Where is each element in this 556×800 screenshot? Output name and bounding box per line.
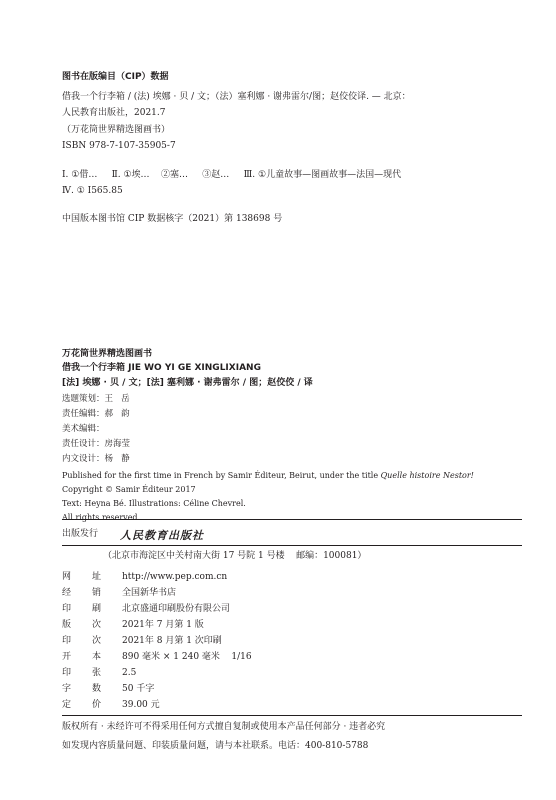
credit-value: 房海莹 [104, 439, 131, 449]
quality-contact: 如发现内容质量问题、印装质量问题，请与本社联系。电话：400-810-5788 [62, 741, 369, 751]
original-title: Quelle histoire Nestor! [380, 471, 474, 480]
footer-divider [62, 715, 522, 716]
cip-heading: 图书在版编目（CIP）数据 [62, 72, 169, 82]
cip-isbn: ISBN 978-7-107-35905-7 [62, 141, 176, 151]
detail-row-edition [62, 620, 204, 631]
detail-value: 2.5 [122, 668, 137, 678]
detail-label: 网 [62, 572, 72, 582]
publisher-divider [62, 545, 522, 546]
copyright-line: Copyright © Samir Éditeur 2017 [62, 485, 196, 494]
detail-label: 次 [92, 636, 102, 646]
series-title: 万花筒世界精选图画书 [62, 349, 153, 359]
detail-label: 开 [62, 652, 72, 662]
detail-value: 39.00 元 [122, 700, 160, 710]
detail-row-word-count [62, 684, 154, 695]
published-note-text: Published for the first time in French by Samir Éditeur, Beirut, under the title [62, 471, 381, 480]
copyright-warning: 版权所有 · 未经许可不得采用任何方式擅自复制或使用本产品任何部分 · 违者必究 [62, 722, 386, 732]
detail-label: 印 [62, 604, 72, 614]
cip-classification-1: Ⅰ. ①借… Ⅱ. ①埃… ②塞… ③赵… Ⅲ. ①儿童故事—图画故事—法国—现代 [62, 170, 402, 180]
credit-label: 选题策划： [62, 394, 105, 404]
detail-label: 次 [92, 620, 102, 630]
cip-record-number: 中国版本图书馆 CIP 数据核字（2021）第 138698 号 [62, 214, 283, 224]
credit-label: 内文设计： [62, 454, 105, 464]
credit-label: 美术编辑： [62, 424, 105, 434]
rights-reserved: All rights reserved. [62, 513, 141, 522]
detail-label: 价 [92, 700, 102, 710]
cip-line-1: 借我一个行李箱 / (法) 埃娜 · 贝 / 文；（法）塞利娜 · 谢弗雷尔/图；赵佼佼译. — 北京： [62, 92, 411, 102]
detail-label: 印 [62, 636, 72, 646]
credit-row [62, 409, 130, 420]
published-note [62, 470, 474, 481]
detail-label: 字 [62, 684, 72, 694]
detail-label: 经 [62, 588, 72, 598]
detail-label: 本 [92, 652, 102, 662]
detail-label: 定 [62, 700, 72, 710]
detail-row-distributor [62, 588, 176, 599]
credit-value: 王 岳 [104, 394, 130, 404]
credit-label: 责任编辑： [62, 409, 105, 419]
detail-label: 张 [92, 668, 102, 678]
detail-label: 销 [92, 588, 102, 598]
detail-label: 印 [62, 668, 72, 678]
detail-label: 址 [92, 572, 102, 582]
credit-row [62, 424, 105, 435]
credit-label: 责任设计： [62, 439, 105, 449]
detail-row-website [62, 572, 227, 583]
credit-row [62, 439, 130, 450]
detail-label: 版 [62, 620, 72, 630]
cip-line-3: （万花筒世界精选图画书） [62, 125, 171, 135]
cip-classification-2: Ⅳ. ① I565.85 [62, 186, 123, 196]
book-title: 借我一个行李箱 JIE WO YI GE XINGLIXIANG [62, 363, 261, 373]
detail-row-printing [62, 636, 222, 647]
credit-row [62, 394, 130, 405]
publisher-divider-top [62, 519, 522, 520]
cip-line-2: 人民教育出版社，2021.7 [62, 108, 166, 118]
detail-row-price [62, 700, 160, 711]
detail-value: 全国新华书店 [122, 588, 177, 598]
detail-value: 北京盛通印刷股份有限公司 [122, 604, 231, 614]
detail-label: 数 [92, 684, 102, 694]
detail-value: 50 千字 [122, 684, 155, 694]
detail-value: http://www.pep.com.cn [122, 572, 228, 582]
credit-value: 郝 韵 [104, 409, 130, 419]
detail-value: 2021年 8 月第 1 次印刷 [122, 636, 222, 646]
detail-row-sheets [62, 668, 136, 679]
publisher-logo: 人民教育出版社 [120, 529, 204, 542]
book-authors: [法] 埃娜 · 贝 / 文；[法] 塞利娜 · 谢弗雷尔 / 图；赵佼佼 / 译 [62, 378, 313, 388]
detail-value: 890 毫米 × 1 240 毫米 1/16 [122, 652, 252, 662]
credit-row [62, 454, 130, 465]
publisher-label: 出版发行 [62, 529, 99, 539]
text-illustration-credit: Text: Heyna Bé. Illustrations: Céline Chevrel. [62, 499, 246, 508]
credit-value: 杨 静 [104, 454, 130, 464]
detail-label: 刷 [92, 604, 102, 614]
publisher-address: （北京市海淀区中关村南大街 17 号院 1 号楼 邮编：100081） [103, 551, 367, 561]
detail-row-printer [62, 604, 230, 615]
detail-value: 2021年 7 月第 1 版 [122, 620, 204, 630]
detail-row-format [62, 652, 252, 663]
